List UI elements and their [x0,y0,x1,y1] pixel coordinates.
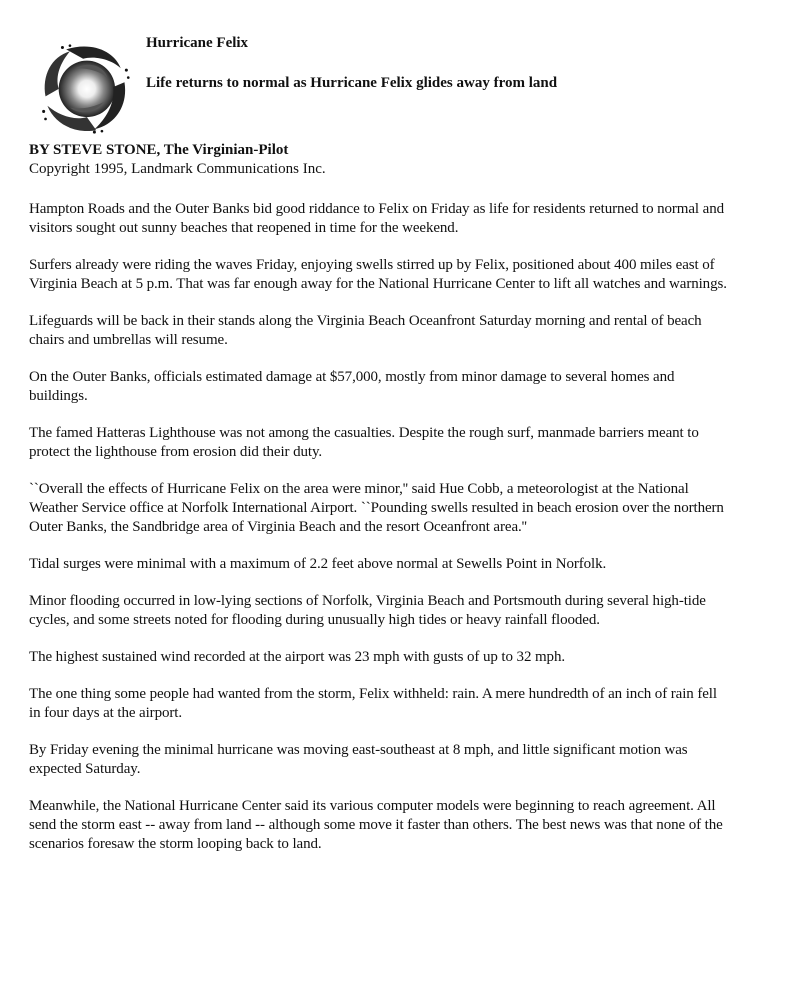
byline-block [29,141,769,179]
article-paragraph: Minor flooding occurred in low-lying sections of Norfolk, Virginia Beach and Portsmouth during several high-tide cycles, and some streets noted for flooding during unusually high tides or heavy rainfall flooded. [29,593,706,628]
article-paragraph: By Friday evening the minimal hurricane was moving east-southeast at 8 mph, and little significant motion was expected Saturday. [29,742,688,777]
byline: BY STEVE STONE, The Virginian-Pilot [29,142,289,158]
article-paragraph: On the Outer Banks, officials estimated damage at $57,000, mostly from minor damage to several homes and buildings. [29,369,675,404]
page-title: Hurricane Felix [146,35,249,51]
article-paragraph: Surfers already were riding the waves Friday, enjoying swells stirred up by Felix, positioned about 400 miles east of Virginia Beach at 5 p.m. That was far enough away for the National Hurricane Center to lift all watches and warnings. [29,257,727,292]
article-paragraph: Hampton Roads and the Outer Banks bid good riddance to Felix on Friday as life for residents returned to normal and visitors sought out sunny beaches that reopened in time for the weekend. [29,201,725,236]
copyright-notice: Copyright 1995, Landmark Communications Inc. [29,161,326,177]
headline: Life returns to normal as Hurricane Felix glides away from land [146,75,558,91]
hurricane-swirl-logo-icon [38,40,132,134]
article-paragraph: Lifeguards will be back in their stands along the Virginia Beach Oceanfront Saturday morning and rental of beach chairs and umbrellas will resume. [29,313,702,348]
article-paragraph: Tidal surges were minimal with a maximum of 2.2 feet above normal at Sewells Point in Norfolk. [29,556,607,572]
article-paragraph: Meanwhile, the National Hurricane Center said its various computer models were beginning to reach agreement. All send the storm east -- away from land -- although some move it faster than others. The best news was that none of the scenarios foresaw the storm looping back to land. [29,798,723,852]
article-paragraph: ``Overall the effects of Hurricane Felix on the area were minor,'' said Hue Cobb, a meteorologist at the National Weather Service office at Norfolk International Airport. ``Pounding swells resulted in beach erosion over the northern Outer Banks, the Sandbridge area of Virginia Beach and the resort Oceanfront area.'' [29,481,724,535]
article-body [29,200,729,872]
article-paragraph: The highest sustained wind recorded at the airport was 23 mph with gusts of up to 32 mph. [29,649,566,665]
article-paragraph: The famed Hatteras Lighthouse was not among the casualties. Despite the rough surf, manmade barriers meant to protect the lighthouse from erosion did their duty. [29,425,699,460]
article-paragraph: The one thing some people had wanted from the storm, Felix withheld: rain. A mere hundredth of an inch of rain fell in four days at the airport. [29,686,717,721]
